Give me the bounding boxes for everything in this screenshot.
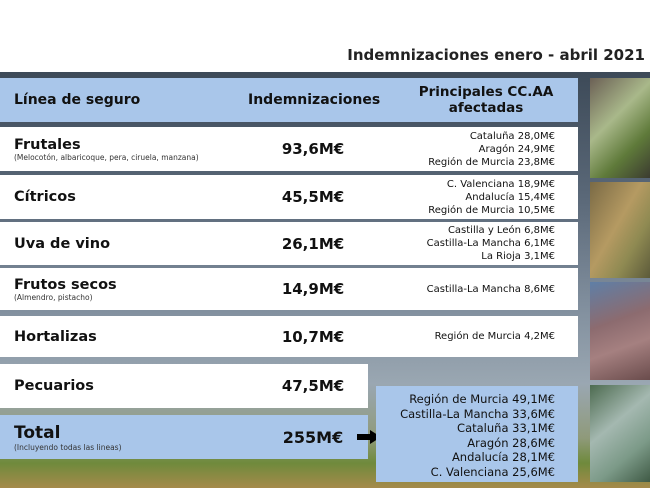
total-label: Total: [14, 422, 61, 443]
region: Región de Murcia 23,8M€: [428, 156, 555, 168]
line-value: 93,6M€: [281, 140, 345, 158]
region: C. Valenciana 18,9M€: [446, 178, 555, 190]
total-value: 255M€: [282, 427, 344, 447]
line-name: Hortalizas: [14, 328, 97, 345]
region: Aragón 28,6M€: [467, 435, 555, 450]
region: Aragón 24,9M€: [478, 143, 555, 155]
region: Castilla y León 6,8M€: [447, 225, 555, 236]
table-row: [0, 268, 578, 310]
line-value: 47,5M€: [281, 377, 345, 395]
line-name: Pecuarios: [14, 378, 94, 394]
line-value: 45,5M€: [281, 188, 345, 206]
line-value: 14,9M€: [281, 280, 345, 298]
region: Andalucía 15,4M€: [465, 191, 555, 203]
region: La Rioja 3,1M€: [481, 251, 555, 262]
total-regions-box: [376, 386, 578, 482]
line-regions: [427, 224, 555, 263]
table-header: [0, 78, 578, 122]
line-name: Frutales: [14, 136, 81, 153]
photo-fruit-branch: [590, 78, 650, 178]
region: Castilla-La Mancha 6,1M€: [426, 238, 555, 249]
region: C. Valenciana 25,6M€: [430, 464, 555, 479]
header-indemnizaciones: Indemnizaciones: [248, 92, 381, 108]
line-regions: [428, 130, 555, 169]
region: Cataluña 28,0M€: [469, 130, 555, 142]
table-row: [0, 316, 578, 357]
region: Región de Murcia 4,2M€: [434, 331, 555, 342]
line-sub: (Almendro, pistacho): [14, 292, 93, 302]
line-name: Cítricos: [14, 189, 76, 205]
photo-frosted-leaves: [590, 385, 650, 482]
header-line: Línea de seguro: [14, 92, 141, 108]
region: Región de Murcia 49,1M€: [409, 392, 555, 406]
table-row: [0, 127, 578, 171]
photo-dry-plant: [590, 182, 650, 278]
region: Región de Murcia 10,5M€: [428, 204, 555, 216]
line-name: Frutos secos: [14, 276, 117, 293]
region: Castilla-La Mancha 8,6M€: [426, 283, 555, 295]
line-regions: [435, 330, 555, 343]
photo-almond-tree: [590, 282, 650, 380]
header-ccaa: Principales CC.AA afectadas: [418, 84, 554, 116]
line-name: Uva de vino: [14, 235, 111, 252]
line-regions: [427, 283, 555, 296]
region: Cataluña 33,1M€: [457, 421, 555, 435]
table-row: [0, 222, 578, 265]
table-row: [0, 175, 578, 219]
total-sub: (Incluyendo todas las lineas): [14, 442, 122, 452]
line-sub: (Melocotón, albaricoque, pera, ciruela, manzana): [14, 152, 199, 162]
table-row: [0, 364, 368, 408]
region: Castilla-La Mancha 33,6M€: [400, 406, 555, 421]
region: Andalucía 28,1M€: [451, 450, 555, 464]
line-value: 26,1M€: [281, 234, 345, 253]
page-title: Indemnizaciones enero - abril 2021: [347, 46, 645, 64]
line-regions: [428, 178, 555, 217]
total-row: [0, 415, 368, 459]
line-value: 10,7M€: [281, 327, 345, 346]
